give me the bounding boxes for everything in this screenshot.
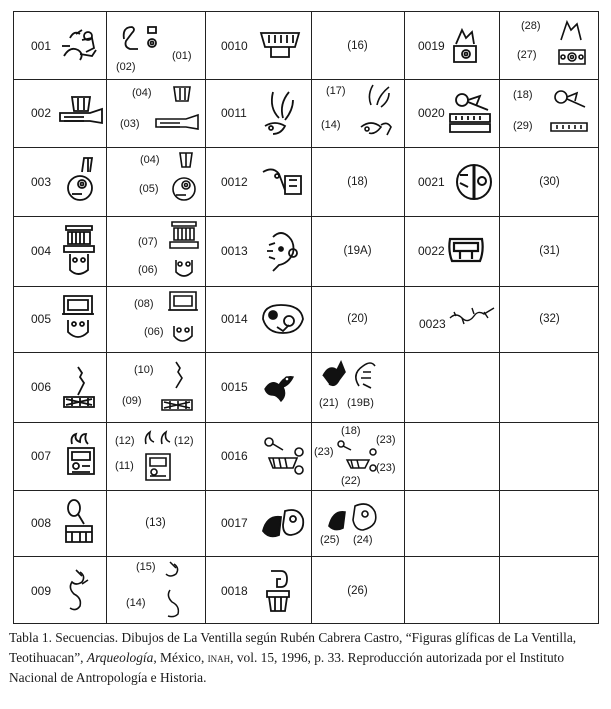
glyph-ref: (11) [115,460,134,472]
glyph-code: 0011 [221,106,247,120]
table-cell [311,147,404,216]
table-cell [499,216,600,286]
glyph-drawing [446,235,486,267]
glyph-code: 0022 [418,244,445,258]
table-cell [106,79,205,147]
table-cell [404,79,499,147]
glyph-code: 005 [31,312,52,326]
glyph-drawing [259,31,301,61]
table-cell [499,79,600,147]
table-cell [404,12,499,79]
table-cell [499,556,600,625]
table-cell [205,556,311,625]
table-cell [311,12,404,79]
glyph-drawing [261,369,297,405]
table-cell [106,286,205,352]
glyph-ref: (25) [320,534,340,546]
table-cell [404,216,499,286]
glyph-code: 0016 [221,449,248,463]
glyph-code: 006 [31,380,52,394]
table-cell [14,286,106,352]
table-cell [499,147,600,216]
table-cell [205,352,311,422]
glyph-ref: (22) [341,475,361,487]
glyph-drawing [168,220,200,282]
glyph-ref: (06) [144,326,164,338]
table-cell [106,352,205,422]
glyph-ref: (09) [122,395,142,407]
caption-suffix: , vol. 15, 1996, p. 33. Reproducción autorizada por el Instituto Nacional de Antropología e Historia. [9,650,565,685]
glyph-drawing [62,498,96,548]
caption-middle: , México, [153,650,208,665]
table-cell [14,352,106,422]
glyph-ref: (15) [136,561,156,573]
glyph-drawing [263,229,303,273]
glyph-drawing [166,290,200,350]
glyph-drawing [60,26,102,66]
glyph-ref: (23) [376,434,396,446]
glyph-code: 002 [31,106,52,120]
glyph-ref: (31) [539,245,560,257]
table-cell [404,352,499,422]
glyph-drawing [454,161,494,203]
glyph-ref: (01) [172,50,192,62]
table-cell [404,147,499,216]
glyph-drawing [547,85,589,141]
table-cell [14,147,106,216]
glyph-drawing [118,21,158,59]
glyph-ref: (02) [116,61,136,73]
table-cell [14,216,106,286]
glyph-drawing [557,16,587,72]
table-cell [106,216,205,286]
caption-prefix: Tabla 1. Secuencias. Dibujos de La Ventilla según Rubén Cabrera Castro, “Figuras glíficas de La Ventilla, Teotihuacan”, [9,630,577,665]
glyph-ref: (08) [134,298,154,310]
glyph-drawing [335,438,379,474]
glyph-ref: (05) [139,183,159,195]
caption-journal: Arqueología [86,650,154,665]
glyph-drawing [62,224,96,278]
table-cell [499,12,600,79]
glyph-drawing [450,26,480,66]
glyph-drawing [58,95,104,131]
table-cell [499,352,600,422]
table-cell [106,490,205,556]
glyph-ref: (27) [517,49,537,61]
glyph-ref: (03) [120,118,140,130]
table-cell [311,286,404,352]
glyph-drawing [259,505,307,541]
table-cell [311,422,404,490]
glyph-ref: (04) [140,154,160,166]
table-cell [205,422,311,490]
glyph-code: 0015 [221,380,248,394]
table-cell [205,147,311,216]
glyph-code: 008 [31,516,52,530]
table-cell [311,352,404,422]
glyph-ref: (24) [353,534,373,546]
glyph-ref: (12) [174,435,194,447]
table-cell [106,12,205,79]
table-cell [205,286,311,352]
glyph-ref: (19B) [347,397,374,409]
table-cell [14,490,106,556]
caption-publisher: inah [207,650,231,665]
glyph-drawing [263,567,293,615]
glyph-drawing [60,294,96,344]
table-cell [499,490,600,556]
table-cell [499,286,600,352]
glyph-code: 0012 [221,174,248,189]
glyph-code: 0013 [221,244,248,258]
table-cell [14,12,106,79]
glyph-code: 003 [31,174,52,189]
glyph-ref: (20) [347,313,368,325]
table-cell [14,79,106,147]
table-cell [311,79,404,147]
table-cell [205,216,311,286]
glyph-code: 0021 [418,174,445,189]
glyph-drawing [64,432,98,480]
glyph-drawing [261,88,295,138]
glyph-drawing [259,436,307,476]
table-cell [106,556,205,625]
glyph-code: 0014 [221,312,248,326]
glyph-ref: (18) [347,175,368,188]
glyph-code: 009 [31,583,52,598]
glyph-drawing [60,363,98,411]
glyph-drawing [156,560,186,620]
glyph-code: 001 [31,38,52,53]
glyph-drawing [446,90,494,136]
glyph-drawing [319,358,381,394]
glyph-drawing [448,304,496,326]
table-cell [14,422,106,490]
glyph-ref: (16) [347,39,368,52]
table-cell [205,79,311,147]
glyph-ref: (17) [326,85,346,97]
table-cell [404,556,499,625]
table-cell [311,556,404,625]
glyph-ref: (23) [314,446,334,458]
table-cell [106,147,205,216]
table-cell [404,422,499,490]
glyph-drawing [160,360,194,416]
glyph-ref: (18) [513,89,533,101]
glyph-ref: (07) [138,236,158,248]
glyph-drawing [261,166,305,198]
glyph-ref: (14) [126,597,146,609]
table-cell [106,422,205,490]
glyph-drawing [154,85,202,141]
glyph-ref: (28) [521,20,541,32]
table-cell [14,556,106,625]
glyph-drawing [142,428,174,484]
glyph-ref: (30) [539,175,560,188]
glyph-ref: (29) [513,120,533,132]
glyph-ref: (10) [134,364,154,376]
glyph-ref: (23) [376,462,396,474]
glyph-ref: (26) [347,584,368,597]
glyph-ref: (04) [132,87,152,99]
glyph-ref: (12) [115,435,135,447]
glyph-code: 0020 [418,106,445,120]
table-cell [205,12,311,79]
glyph-ref: (19A) [343,245,372,257]
glyph-code: 004 [31,244,52,258]
table-cell [311,216,404,286]
table-cell [205,490,311,556]
glyph-ref: (21) [319,397,339,409]
glyph-code: 007 [31,449,52,463]
glyph-ref: (14) [321,119,341,131]
glyph-ref: (13) [145,517,166,529]
glyph-drawing [170,151,200,211]
table-cell [404,490,499,556]
glyph-drawing [325,498,383,534]
glyph-drawing [259,301,307,337]
table-cell [311,490,404,556]
glyph-drawing [64,156,98,208]
sequence-table [13,11,599,624]
glyph-drawing [355,83,397,143]
table-caption [9,628,605,688]
table-cell [404,286,499,352]
glyph-drawing [62,568,92,614]
glyph-ref: (06) [138,264,158,276]
glyph-ref: (32) [539,313,560,325]
glyph-code: 0017 [221,516,248,530]
glyph-code: 0018 [221,583,248,598]
glyph-code: 0010 [221,38,248,53]
glyph-ref: (18) [341,425,361,437]
glyph-code: 0019 [418,38,445,53]
glyph-code: 0023 [419,317,446,332]
table-cell [499,422,600,490]
